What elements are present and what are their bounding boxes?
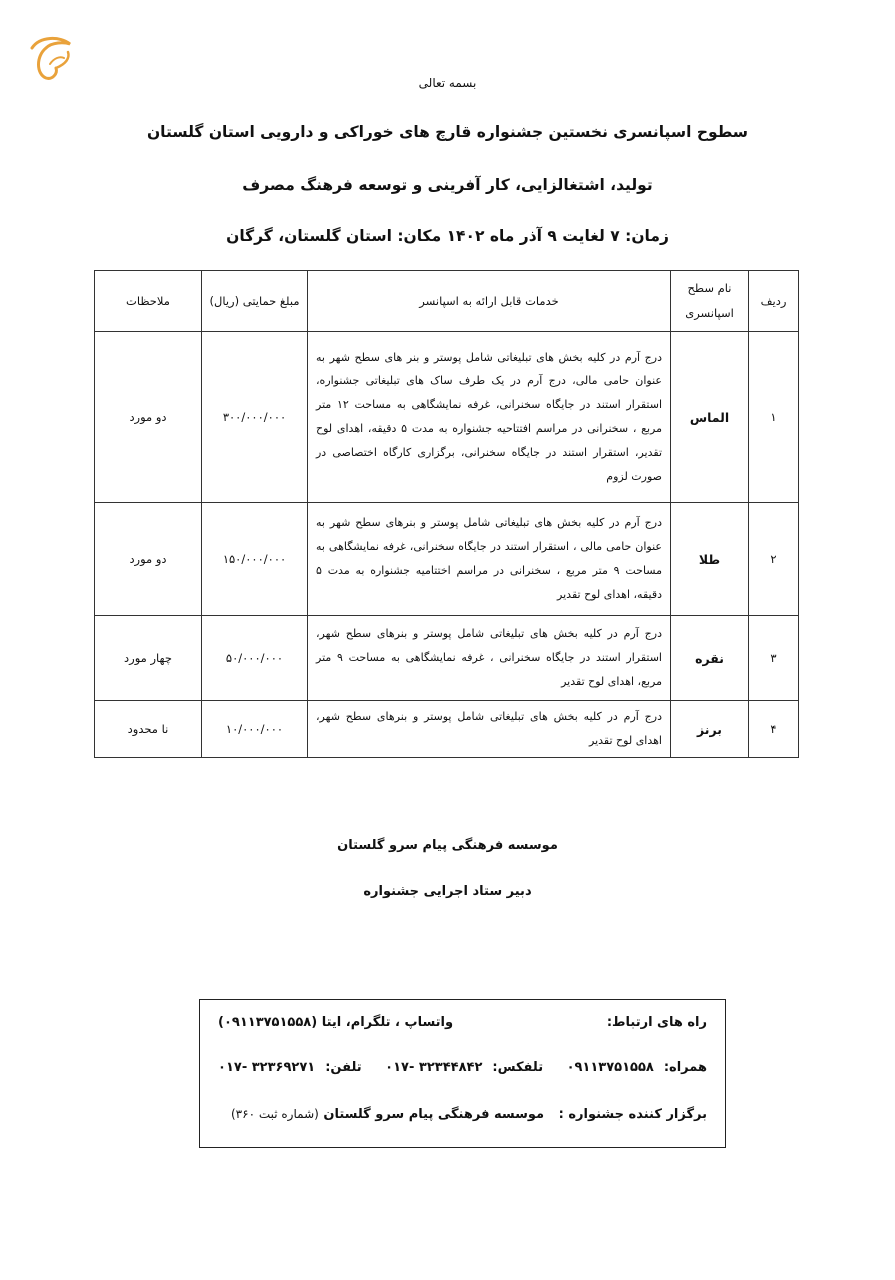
- contact-numbers-line: [218, 1060, 707, 1075]
- support-amount: ۵۰/۰۰۰/۰۰۰: [202, 616, 308, 701]
- notes: دو مورد: [95, 503, 202, 616]
- phone-info: [218, 1060, 362, 1075]
- sponsor-level: نقره: [671, 616, 749, 701]
- sponsor-services: درج آرم در کلیه بخش های تبلیغاتی شامل پوستر و بنرهای سطح شهر، اهدای لوح تقدیر: [308, 701, 671, 758]
- table-header-row: [95, 271, 799, 332]
- mobile-info: [567, 1060, 707, 1075]
- table-row: [95, 503, 799, 616]
- sponsor-services: درج آرم در کلیه بخش های تبلیغاتی شامل پوستر و بنرهای سطح شهر، استقرار استند در جایگاه سخنرانی ، غرفه نمایشگاهی به مساحت ۹ متر مربع، اهدای لوح تقدیر: [308, 616, 671, 701]
- contact-label: راه های ارتباط:: [606, 1015, 707, 1030]
- phone-label: تلفن:: [325, 1060, 362, 1075]
- notes: چهار مورد: [95, 616, 202, 701]
- sponsor-level: الماس: [671, 332, 749, 503]
- organization-name: موسسه فرهنگی پیام سرو گلستان: [337, 838, 558, 853]
- header-row-number: ردیف: [749, 271, 799, 332]
- row-number: ۴: [749, 701, 799, 758]
- contact-channels-line: [218, 1015, 707, 1030]
- page-subtitle: تولید، اشتغالزایی، کار آفرینی و توسعه فرهنگ مصرف: [242, 176, 653, 194]
- organizer-line: [218, 1107, 707, 1122]
- table-row: [95, 616, 799, 701]
- organizer-label: برگزار کننده جشنواره :: [558, 1107, 707, 1122]
- support-amount: ۱۵۰/۰۰۰/۰۰۰: [202, 503, 308, 616]
- row-number: ۲: [749, 503, 799, 616]
- notes: دو مورد: [95, 332, 202, 503]
- fax-info: [385, 1060, 543, 1075]
- table-row: [95, 701, 799, 758]
- page-title: سطوح اسپانسری نخستین جشنواره قارچ های خوراکی و دارویی استان گلستان: [146, 123, 749, 141]
- table-row: [95, 332, 799, 503]
- mobile-number: ۰۹۱۱۳۷۵۱۵۵۸: [566, 1060, 654, 1075]
- header-level: نام سطح اسپانسری: [671, 271, 749, 332]
- phone-number: ۳۲۳۶۹۲۷۱ -۰۱۷: [218, 1060, 316, 1075]
- notes: نا محدود: [95, 701, 202, 758]
- support-amount: ۳۰۰/۰۰۰/۰۰۰: [202, 332, 308, 503]
- support-amount: ۱۰/۰۰۰/۰۰۰: [202, 701, 308, 758]
- registration-number: (شماره ثبت ۳۶۰): [230, 1107, 319, 1121]
- fax-number: ۳۲۳۴۴۸۴۲ -۰۱۷: [385, 1060, 483, 1075]
- mobile-label: همراه:: [663, 1060, 707, 1075]
- row-number: ۱: [749, 332, 799, 503]
- fax-label: تلفکس:: [492, 1060, 544, 1075]
- header-notes: ملاحظات: [95, 271, 202, 332]
- basmala: بسمه تعالی: [418, 76, 477, 90]
- header-services: خدمات قابل ارائه به اسپانسر: [308, 271, 671, 332]
- secretariat-title: دبیر ستاد اجرایی جشنواره: [363, 884, 532, 899]
- sponsorship-table: [94, 270, 799, 758]
- contact-box: [199, 999, 726, 1148]
- row-number: ۳: [749, 616, 799, 701]
- sponsor-level: طلا: [671, 503, 749, 616]
- contact-channels: واتساپ ، تلگرام، ایتا (۰۹۱۱۳۷۵۱۵۵۸): [218, 1015, 454, 1030]
- event-time-location: زمان: ۷ لغایت ۹ آذر ماه ۱۴۰۲ مکان: استان گلستان، گرگان: [226, 227, 669, 245]
- sponsor-level: برنز: [671, 701, 749, 758]
- sponsor-services: درج آرم در کلیه بخش های تبلیغاتی شامل پوستر و بنرهای سطح شهر به عنوان حامی مالی ، استقرار استند در جایگاه سخنرانی، غرفه نمایشگاهی به مساحت ۹ متر مربع ، سخنرانی در مراسم اختتامیه جشنواره به مدت ۵ دقیقه، اهدای لوح تقدیر: [308, 503, 671, 616]
- sponsor-services: درج آرم در کلیه بخش های تبلیغاتی شامل پوستر و بنر های سطح شهر به عنوان حامی مالی، درج آرم در یک طرف ساک های تبلیغاتی جشنواره، استقرار استند در جایگاه سخنرانی، غرفه نمایشگاهی به مساحت ۱۲ متر مربع ، سخنرانی در مراسم افتتاحیه جشنواره به مدت ۵ دقیقه، اهدای لوح تقدیر، استقرار استند در جایگاه سخنرانی، برگزاری کارگاه اختصاصی در صورت لزوم: [308, 332, 671, 503]
- organizer-name: موسسه فرهنگی پیام سرو گلستان: [323, 1107, 545, 1122]
- header-amount: مبلغ حمایتی (ریال): [202, 271, 308, 332]
